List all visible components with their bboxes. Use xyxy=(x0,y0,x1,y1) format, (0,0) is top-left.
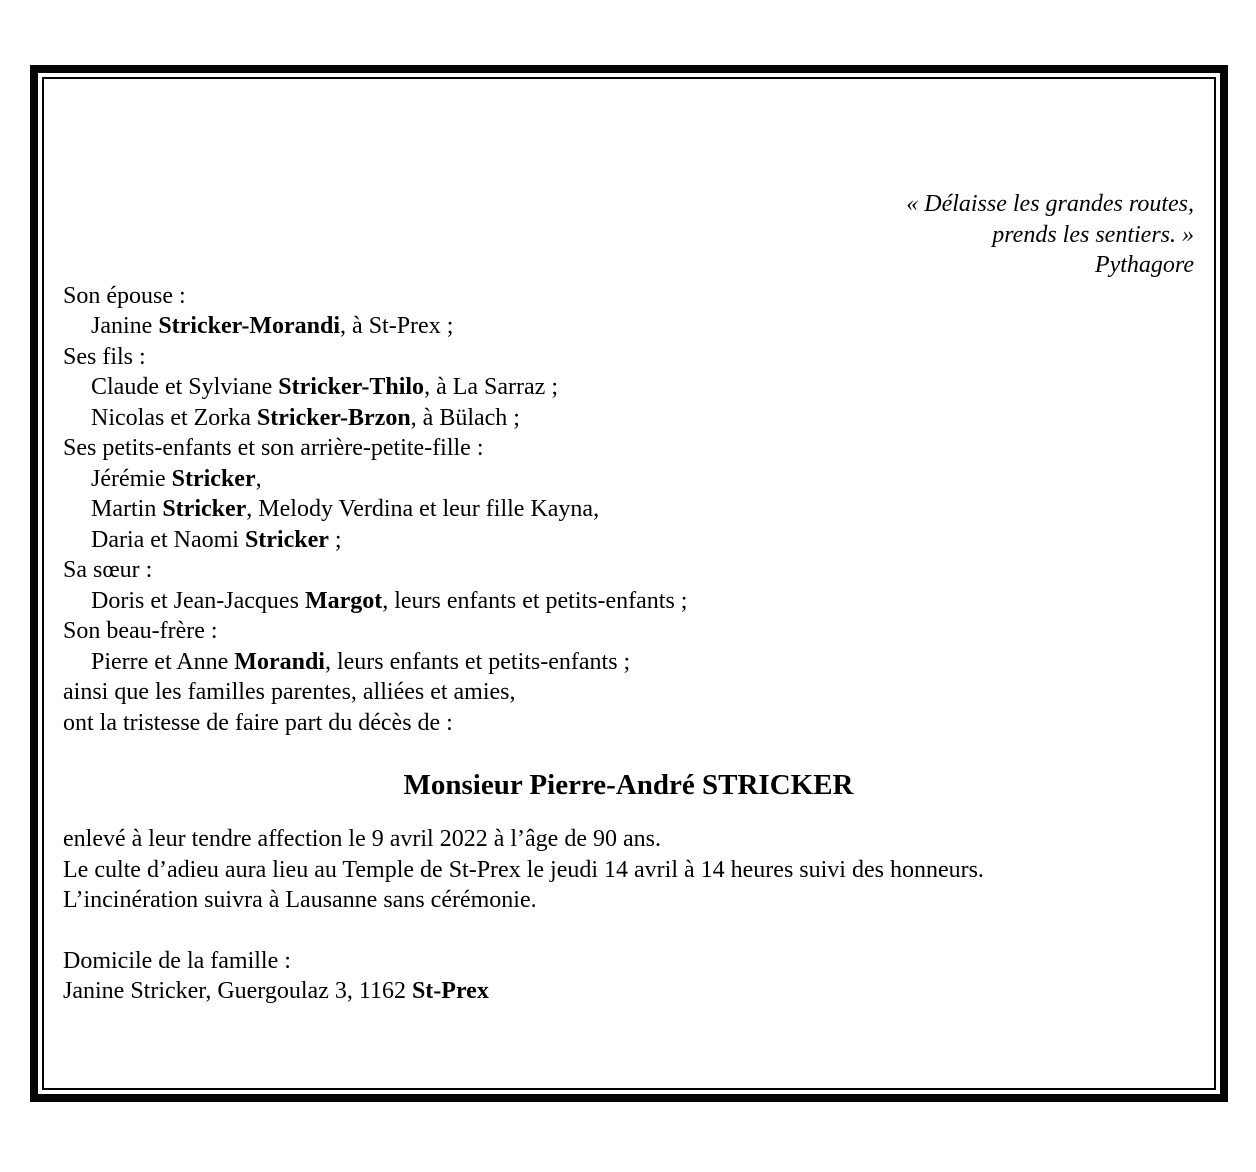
text-segment: Jérémie xyxy=(91,465,172,492)
family-line xyxy=(63,677,1194,708)
surname-segment: Stricker xyxy=(162,496,247,522)
text-segment: , leurs enfants et petits-enfants ; xyxy=(324,648,631,675)
surname-segment: Stricker-Thilo xyxy=(278,374,425,400)
family-line xyxy=(63,464,1194,495)
quote-line xyxy=(63,220,1194,251)
text-segment: ; xyxy=(328,526,342,553)
domicile-address xyxy=(63,976,1194,1007)
family-line xyxy=(63,494,1194,525)
surname-segment: St-Prex xyxy=(411,978,489,1004)
text-segment: , à Bülach ; xyxy=(410,404,520,431)
announcement-line xyxy=(63,885,1194,916)
text-segment: ont la tristesse de faire part du décès de : xyxy=(63,709,453,736)
family-line xyxy=(63,433,1194,464)
text-segment: , à St-Prex ; xyxy=(340,313,454,339)
surname-segment: Stricker-Brzon xyxy=(256,404,411,431)
text-segment: Martin xyxy=(91,496,163,522)
text-segment: Janine Stricker, Guergoulaz 3, 1162 xyxy=(63,978,412,1004)
surname-segment: Morandi xyxy=(234,648,325,675)
text-segment: Doris et Jean-Jacques xyxy=(91,587,305,614)
quote-text: « Délaisse les grandes routes, xyxy=(906,191,1194,217)
domicile-block xyxy=(63,946,1194,1007)
text-segment: Claude et Sylviane xyxy=(91,374,279,400)
text-segment: , Melody Verdina et leur fille Kayna, xyxy=(246,496,600,522)
announcement-line xyxy=(63,824,1194,855)
text-segment: Le culte d’adieu aura lieu au Temple de St-Prex le jeudi 14 avril à 14 heures suivi des honneurs. xyxy=(63,856,984,883)
family-line xyxy=(63,372,1194,403)
surname-segment: Stricker xyxy=(244,526,329,553)
text-segment: , xyxy=(255,465,262,492)
family-line xyxy=(63,647,1194,678)
family-line xyxy=(63,555,1194,586)
surname-segment: Stricker-Morandi xyxy=(158,313,341,339)
quote-line xyxy=(63,189,1194,220)
text-segment: Son beau-frère : xyxy=(63,618,218,644)
family-line xyxy=(63,586,1194,617)
family-line xyxy=(63,281,1194,312)
surname-segment: Margot xyxy=(304,587,383,614)
obituary-frame xyxy=(30,65,1228,1102)
text-segment: enlevé à leur tendre affection le 9 avril 2022 à l’âge de 90 ans. xyxy=(63,826,661,852)
text-segment: L’incinération suivra à Lausanne sans cérémonie. xyxy=(63,887,537,913)
quote-attribution-text: Pythagore xyxy=(1094,252,1194,278)
text-segment: Daria et Naomi xyxy=(91,526,245,553)
family-line xyxy=(63,616,1194,647)
text-segment: Son épouse : xyxy=(63,282,186,309)
quote-attribution xyxy=(63,250,1194,281)
family-line xyxy=(63,342,1194,373)
family-line xyxy=(63,311,1194,342)
text-segment: Ses fils : xyxy=(63,343,146,370)
text-segment: Pierre et Anne xyxy=(91,648,235,675)
text-segment: , à La Sarraz ; xyxy=(424,374,558,400)
quote-text: prends les sentiers. » xyxy=(992,221,1194,248)
family-line xyxy=(63,403,1194,434)
announcement-line xyxy=(63,855,1194,886)
text-segment: Ses petits-enfants et son arrière-petite-fille : xyxy=(63,435,484,461)
deceased-name-text: Monsieur Pierre-André STRICKER xyxy=(403,769,854,801)
family-line xyxy=(63,708,1194,739)
domicile-label xyxy=(63,946,1194,977)
text-segment: Domicile de la famille : xyxy=(63,947,291,974)
deceased-name xyxy=(63,767,1194,803)
obituary-frame-inner xyxy=(42,77,1216,1090)
family-list xyxy=(63,281,1194,739)
surname-segment: Stricker xyxy=(171,465,256,492)
announcement-block xyxy=(63,824,1194,916)
text-segment: Nicolas et Zorka xyxy=(91,404,257,431)
family-line xyxy=(63,525,1194,556)
text-segment: Janine xyxy=(91,313,159,339)
text-segment: ainsi que les familles parentes, alliées et amies, xyxy=(63,679,516,705)
quote-block xyxy=(63,189,1194,281)
text-segment: Sa sœur : xyxy=(63,557,153,583)
text-segment: , leurs enfants et petits-enfants ; xyxy=(382,587,688,614)
